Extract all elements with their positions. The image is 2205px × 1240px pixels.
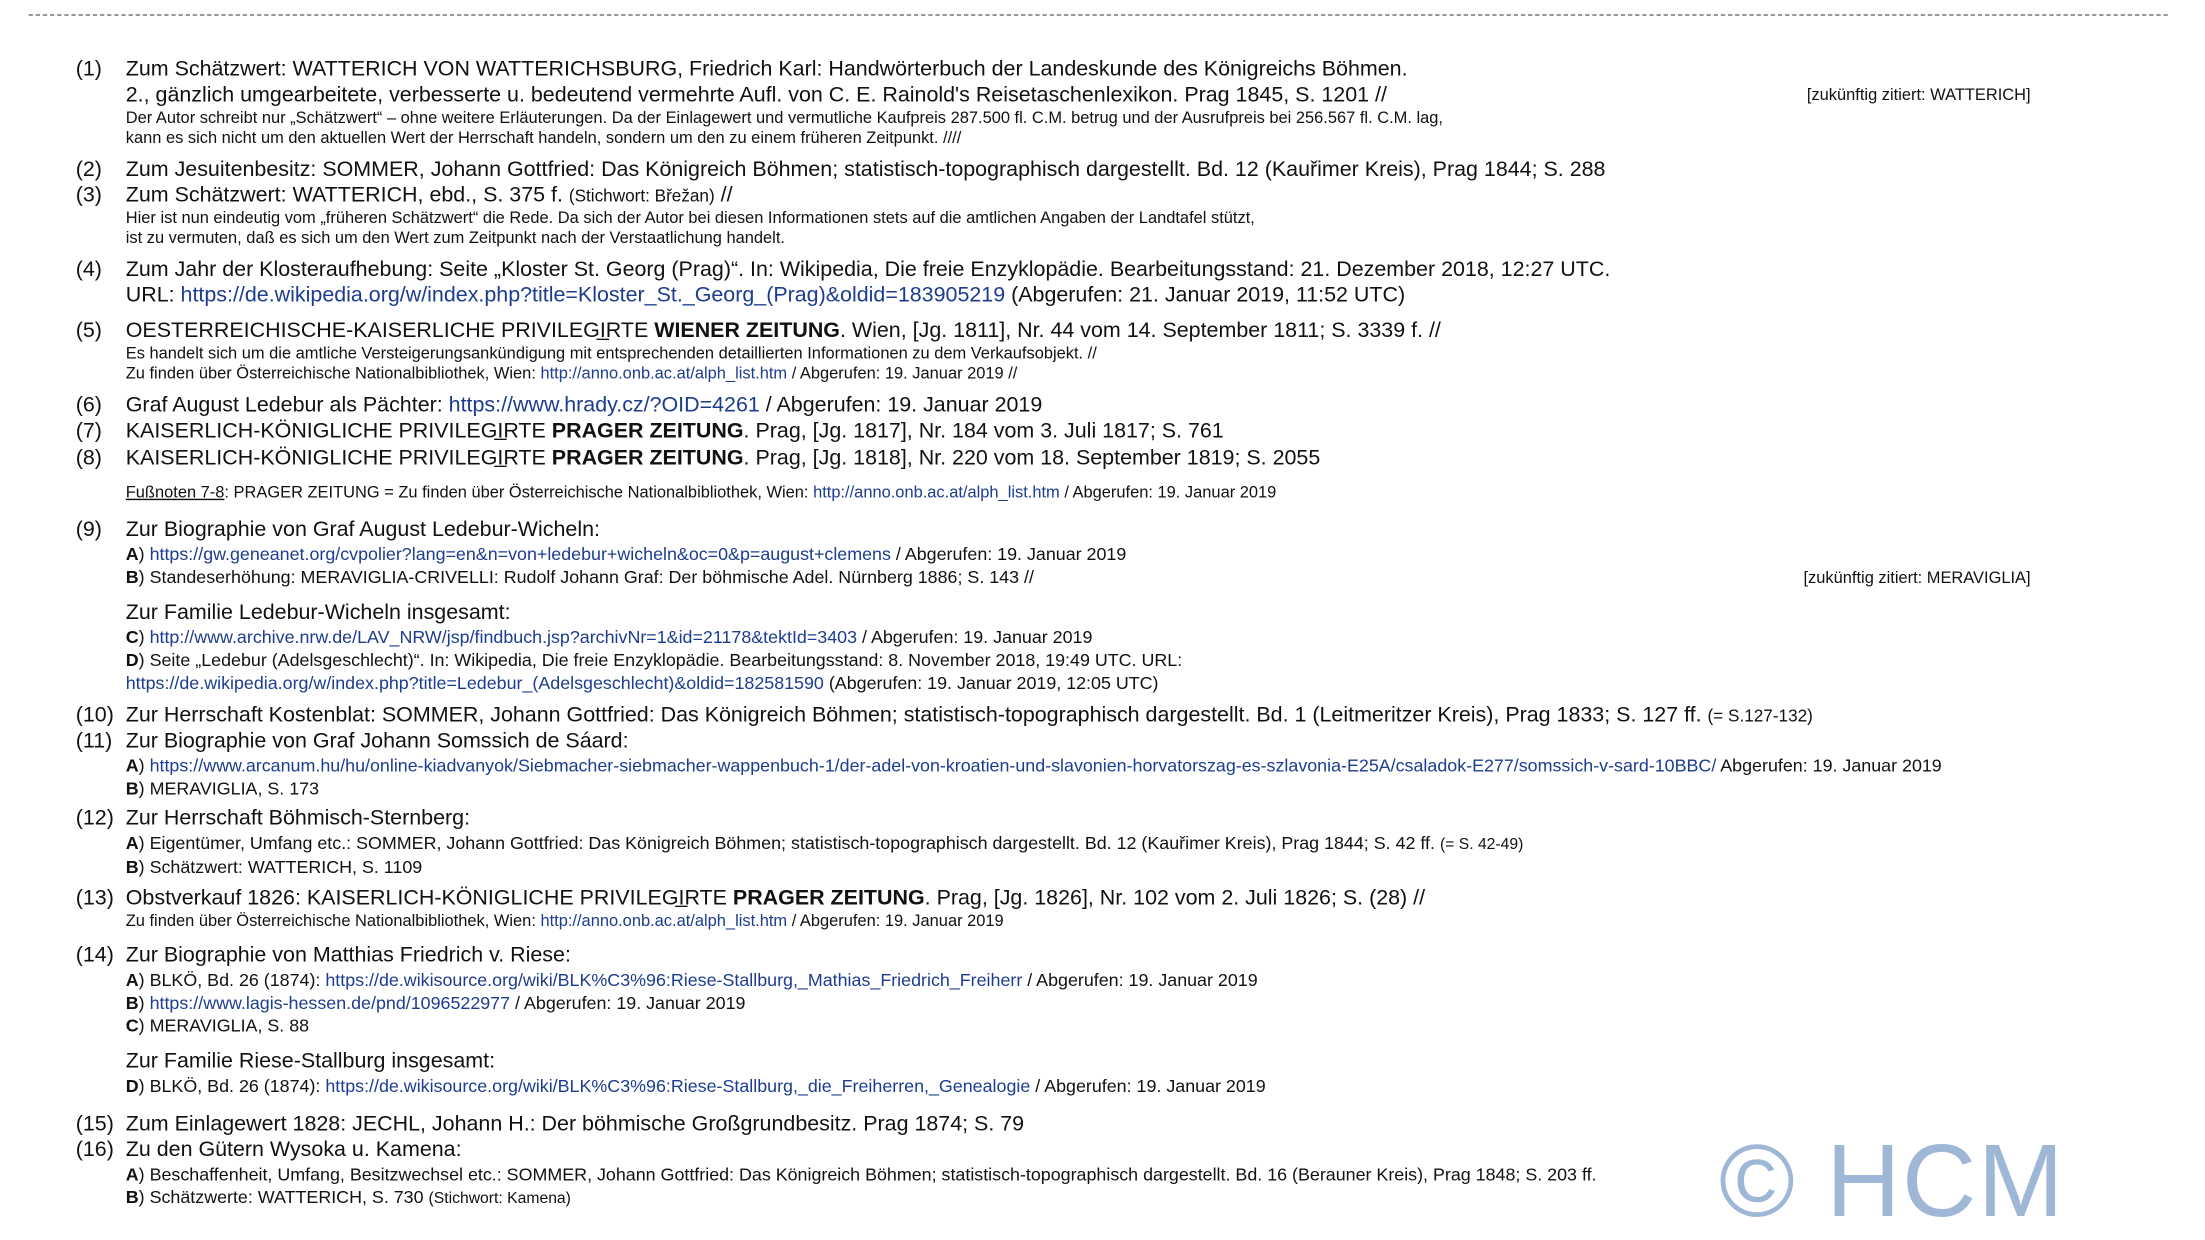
text-segment: / Abgerufen: 19. Januar 2019 — [1030, 1076, 1266, 1097]
url-link[interactable]: http://anno.onb.ac.at/alph_list.htm — [813, 484, 1060, 502]
text-segment: Abgerufen: 19. Januar 2019 — [1716, 755, 1942, 776]
sub-item-a: A) https://gw.geneanet.org/cvpolier?lang=en&n=von+ledebur+wicheln&oc=0&p=august+clemens / Abgerufen: 19. Januar 2019 — [125, 544, 1127, 565]
footnote-text: 2., gänzlich umgearbeitete, verbesserte u. bedeutend vermehrte Aufl. von C. E. Rainold's Reisetaschenlexikon. Prag 1845, S. 1201 // — [125, 82, 1387, 108]
footnote-number: (1) — [75, 57, 102, 82]
url-link[interactable]: https://de.wikipedia.org/w/index.php?title=Kloster_St._Georg_(Prag)&oldid=183905219 — [180, 282, 1006, 308]
footnote-1 — [76, 57, 2177, 148]
footnote-text: Zu den Gütern Wysoka u. Kamena: — [125, 1137, 462, 1162]
sub-item-d: D) BLKÖ, Bd. 26 (1874): https://de.wikisource.org/wiki/BLK%C3%96:Riese-Stallburg,_die_Freiherren,_Genealogie / Abgerufen: 19. Januar 2019 — [125, 1076, 1266, 1097]
footnote-text — [126, 393, 2177, 419]
sub-item-a: A) Beschaffenheit, Umfang, Besitzwechsel etc.: SOMMER, Johann Gottfried: Das Königreich Böhmen; statistisch-topographisch dargestellt. Bd. 16 (Berauner Kreis), Prag 1848; S. 203 ff. — [125, 1164, 1597, 1185]
newspaper-title: WIENER ZEITUNG — [654, 318, 840, 343]
text-segment: OESTERREICHISCHE-KAISERLICHE PRIVILEGI̲RTE — [125, 318, 655, 343]
page-range: (= S.127-132) — [1707, 705, 1813, 726]
citation-alias: [zukünftig zitiert: MERAVIGLIA] — [1803, 570, 2031, 588]
sub-item-b: B) Schätzwerte: WATTERICH, S. 730 (Stichwort: Kamena) — [125, 1187, 571, 1208]
footnote-number: (12) — [75, 805, 114, 831]
footnote-text: Zur Biographie von Graf August Ledebur-Wicheln: — [125, 517, 600, 542]
sub-item-key: A — [125, 970, 139, 991]
family-heading: Zur Familie Ledebur-Wicheln insgesamt: — [125, 600, 511, 625]
footnote-text: Zum Schätzwert: WATTERICH VON WATTERICHSBURG, Friedrich Karl: Handwörterbuch der Landeskunde des Königreichs Böhmen. — [125, 57, 1408, 82]
footnote-comment — [126, 912, 2177, 932]
text-segment: Graf August Ledebur als Pächter: — [125, 392, 449, 418]
footnote-comment — [126, 364, 2177, 384]
footnote-number: (8) — [75, 445, 102, 471]
url-link[interactable]: http://anno.onb.ac.at/alph_list.htm — [540, 913, 788, 931]
footnote-comment: kann es sich nicht um den aktuellen Wert der Herrschaft handeln, sondern um den zu einem früheren Zeitpunkt. //// — [125, 130, 962, 148]
text-segment: / Abgerufen: 19. Januar 2019 — [759, 392, 1043, 418]
footnote-9 — [76, 517, 2177, 694]
sub-item-key: B — [125, 778, 139, 799]
sub-item-key: C — [125, 1016, 139, 1037]
text-segment: Schätzwert: WATTERICH, S. 1109 — [144, 857, 423, 878]
copyright-watermark: © HCM — [1719, 1124, 2065, 1239]
sub-item-c: C) http://www.archive.nrw.de/LAV_NRW/jsp/findbuch.jsp?archivNr=1&id=21178&tektId=3403 / Abgerufen: 19. Januar 2019 — [125, 627, 1093, 648]
text-segment: KAISERLICH-KÖNIGLICHE PRIVILEGI̲RTE — [125, 445, 552, 471]
footnote-comment: Es handelt sich um die amtliche Versteigerungsankündigung mit entsprechenden detaillierten Informationen zu dem Verkaufsobjekt. // — [125, 345, 1097, 363]
text-segment: . Wien, [Jg. 1811], Nr. 44 vom 14. September 1811; S. 3339 f. // — [839, 318, 1441, 343]
newspaper-title: PRAGER ZEITUNG — [551, 418, 744, 443]
url-link[interactable]: https://www.arcanum.hu/hu/online-kiadvanyok/Siebmacher-siebmacher-wappenbuch-1/der-adel-von-kroatien-und-slavonien-horvatorszag-es-szlavonia-E25A/csaladok-E277/somssich-v-sard-10BBC/ — [149, 755, 1717, 776]
url-link[interactable]: https://de.wikisource.org/wiki/BLK%C3%96:Riese-Stallburg,_die_Freiherren,_Genealogie — [325, 1076, 1031, 1097]
url-link[interactable]: https://de.wikisource.org/wiki/BLK%C3%96:Riese-Stallburg,_Mathias_Friedrich_Freiherr — [325, 970, 1023, 991]
sub-item-key: B — [125, 993, 139, 1014]
footnote-text: Zur Biographie von Graf Johann Somssich de Sáard: — [125, 728, 629, 754]
text-segment: Zu finden über Österreichische Nationalbibliothek, Wien: — [125, 365, 541, 383]
footnote-text — [126, 886, 2177, 912]
footnote-comment — [126, 483, 2177, 503]
text-segment: Schätzwerte: WATTERICH, S. 730 — [144, 1187, 429, 1208]
footnote-number: (11) — [75, 728, 113, 754]
sub-item-key: B — [125, 857, 139, 878]
footnote-number: (15) — [75, 1111, 114, 1137]
footnote-7 — [76, 419, 2177, 445]
text-segment: Standeserhöhung: MERAVIGLIA-CRIVELLI: Rudolf Johann Graf: Der böhmische Adel. Nürnberg 1886; S. 143 // — [144, 567, 1034, 588]
sub-item-key: B — [125, 567, 139, 588]
family-heading: Zur Familie Riese-Stallburg insgesamt: — [125, 1048, 496, 1074]
footnote-4 — [76, 257, 2177, 308]
text-segment: // — [714, 182, 733, 208]
newspaper-title: PRAGER ZEITUNG — [551, 445, 744, 471]
footnote-number: (5) — [75, 318, 102, 343]
sub-item-key: A — [125, 755, 139, 776]
sub-item-a: A) Eigentümer, Umfang etc.: SOMMER, Johann Gottfried: Das Königreich Böhmen; statistisch-topographisch dargestellt. Bd. 12 (Kauřimer Kreis), Prag 1844; S. 42 ff. (= S. 42-49) — [125, 833, 1524, 854]
footnote-text — [126, 319, 2177, 345]
footnote-text — [126, 419, 2177, 445]
text-segment: (Abgerufen: 21. Januar 2019, 11:52 UTC) — [1005, 282, 1406, 308]
url-link[interactable]: https://www.lagis-hessen.de/pnd/1096522977 — [149, 993, 511, 1014]
text-segment: . Prag, [Jg. 1817], Nr. 184 vom 3. Juli 1817; S. 761 — [743, 418, 1224, 443]
text-segment: Zum Schätzwert: WATTERICH, ebd., S. 375 f. — [125, 182, 569, 208]
footnote-text: Zum Jahr der Klosteraufhebung: Seite „Kloster St. Georg (Prag)“. In: Wikipedia, Die freie Enzyklopädie. Bearbeitungsstand: 21. Dezember 2018, 12:27 UTC. — [125, 257, 1611, 282]
footnote-number: (13) — [75, 885, 114, 911]
footnote-text — [126, 183, 2177, 209]
text-segment: / Abgerufen: 19. Januar 2019 // — [787, 365, 1018, 383]
footnote-13 — [76, 886, 2177, 932]
text-segment: Obstverkauf 1826: KAISERLICH-KÖNIGLICHE PRIVILEGI̲RTE — [125, 885, 733, 911]
footnote-comment: Hier ist nun eindeutig vom „früheren Schätzwert“ die Rede. Da sich der Autor bei diesen Informationen stets auf die amtlichen Angaben der Landtafel stützt, — [125, 210, 1255, 228]
footnote-number: (10) — [75, 703, 114, 728]
text-segment: / Abgerufen: 19. Januar 2019 — [787, 913, 1004, 931]
footnote-text — [126, 703, 2177, 729]
sub-item-a: A) BLKÖ, Bd. 26 (1874): https://de.wikisource.org/wiki/BLK%C3%96:Riese-Stallburg,_Mathias_Friedrich_Freiherr / Abgerufen: 19. Januar 2019 — [125, 970, 1258, 991]
url-link[interactable]: https://www.hrady.cz/?OID=4261 — [448, 392, 760, 418]
url-link[interactable]: https://gw.geneanet.org/cvpolier?lang=en&n=von+ledebur+wicheln&oc=0&p=august+clemens — [149, 544, 891, 565]
footnote-comment: ist zu vermuten, daß es sich um den Wert zum Zeitpunkt nach der Verstaatlichung handelt. — [125, 230, 785, 248]
dashed-separator — [29, 14, 2168, 15]
sub-item-key: A — [125, 1164, 139, 1185]
text-segment: BLKÖ, Bd. 26 (1874): — [144, 1076, 326, 1097]
text-segment: / Abgerufen: 19. Januar 2019 — [1059, 484, 1277, 502]
footnote-text: Zur Biographie von Matthias Friedrich v. Riese: — [125, 943, 571, 968]
sub-item-key: D — [125, 650, 139, 671]
sub-item-b: B) Standeserhöhung: MERAVIGLIA-CRIVELLI: Rudolf Johann Graf: Der böhmische Adel. Nürnberg 1886; S. 143 // — [125, 567, 1034, 588]
footnote-number: (9) — [75, 517, 102, 542]
sub-item-key: B — [125, 1187, 139, 1208]
sub-item-key: A — [125, 544, 139, 565]
text-segment: Zur Herrschaft Kostenblat: SOMMER, Johann Gottfried: Das Königreich Böhmen; statistisch-topographisch dargestellt. Bd. 1 (Leitmeritzer Kreis), Prag 1833; S. 127 ff. — [125, 703, 1708, 728]
footnote-number: (14) — [75, 943, 114, 968]
footnote-text: Zum Einlagewert 1828: JECHL, Johann H.: Der böhmische Großgrundbesitz. Prag 1874; S. 79 — [125, 1111, 1025, 1137]
sub-item-d: D) Seite „Ledebur (Adelsgeschlecht)“. In: Wikipedia, Die freie Enzyklopädie. Bearbeitungsstand: 8. November 2018, 19:49 UTC. URL: — [125, 650, 1183, 671]
citation-alias: [zukünftig zitiert: WATTERICH] — [1806, 87, 2031, 105]
text-segment: URL: — [125, 282, 181, 308]
sub-item-b: B) MERAVIGLIA, S. 173 — [125, 778, 320, 799]
page-range: (= S. 42-49) — [1439, 835, 1524, 854]
text-segment: / Abgerufen: 19. Januar 2019 — [1022, 970, 1258, 991]
footnote-number: (4) — [75, 257, 102, 282]
sub-item-key: A — [125, 833, 139, 854]
footnote-2 — [76, 157, 2177, 183]
text-segment: MERAVIGLIA, S. 173 — [144, 778, 320, 799]
footnote-number: (7) — [75, 418, 102, 443]
text-segment: / Abgerufen: 19. Januar 2019 — [890, 544, 1127, 565]
footnote-text: Zum Jesuitenbesitz: SOMMER, Johann Gottfried: Das Königreich Böhmen; statistisch-topographisch dargestellt. Bd. 12 (Kauřimer Kreis), Prag 1844; S. 288 — [125, 157, 1606, 182]
footnote-6 — [76, 393, 2177, 419]
text-segment: (Abgerufen: 19. Januar 2019, 12:05 UTC) — [823, 673, 1159, 694]
text-segment: Zu finden über Österreichische Nationalbibliothek, Wien: — [125, 913, 541, 931]
text-segment: KAISERLICH-KÖNIGLICHE PRIVILEGI̲RTE — [125, 418, 552, 443]
text-segment: / Abgerufen: 19. Januar 2019 — [857, 627, 1093, 648]
footnote-number: (6) — [75, 392, 102, 418]
newspaper-title: PRAGER ZEITUNG — [732, 885, 925, 911]
text-segment: BLKÖ, Bd. 26 (1874): — [144, 970, 326, 991]
sub-item-key: C — [125, 627, 139, 648]
sub-item-key: D — [125, 1076, 139, 1097]
sub-item-b: B) https://www.lagis-hessen.de/pnd/1096522977 / Abgerufen: 19. Januar 2019 — [125, 993, 746, 1014]
footnote-comment: Der Autor schreibt nur „Schätzwert“ – ohne weitere Erläuterungen. Da der Einlagewert und vermutliche Kaufpreis 287.500 fl. C.M. betrug und der Ausrufpreis bei 256.567 fl. C.M. lag, — [125, 110, 1443, 128]
text-segment: Eigentümer, Umfang etc.: SOMMER, Johann Gottfried: Das Königreich Böhmen; statistisch-topographisch dargestellt. Bd. 12 (Kauřimer Kreis), Prag 1844; S. 42 ff. — [144, 833, 1440, 854]
sub-item-d-url — [126, 672, 2177, 695]
text-segment: : PRAGER ZEITUNG = Zu finden über Österreichische Nationalbibliothek, Wien: — [224, 484, 814, 502]
footnote-text — [126, 283, 2177, 309]
sub-item-a: A) https://www.arcanum.hu/hu/online-kiadvanyok/Siebmacher-siebmacher-wappenbuch-1/der-adel-von-kroatien-und-slavonien-horvatorszag-es-szlavonia-E25A/csaladok-E277/somssich-v-sard-10BBC/ Abgerufen: 19. Januar 2019 — [125, 755, 1942, 776]
url-link[interactable]: http://www.archive.nrw.de/LAV_NRW/jsp/findbuch.jsp?archivNr=1&id=21178&tektId=3403 — [149, 627, 858, 648]
footnote-10 — [76, 703, 2177, 729]
footnote-number: (2) — [75, 157, 102, 182]
footnote-5 — [76, 319, 2177, 385]
footnote-11 — [76, 729, 2177, 800]
footnote-number: (3) — [75, 182, 102, 208]
footnote-text: Zur Herrschaft Böhmisch-Sternberg: — [125, 805, 471, 831]
url-link[interactable]: https://de.wikipedia.org/w/index.php?title=Ledebur_(Adelsgeschlecht)&oldid=182581590 — [125, 673, 824, 694]
sub-item-c: C) MERAVIGLIA, S. 88 — [125, 1016, 310, 1037]
text-segment: Seite „Ledebur (Adelsgeschlecht)“. In: Wikipedia, Die freie Enzyklopädie. Bearbeitungsstand: 8. November 2018, 19:49 UTC. URL: — [144, 650, 1183, 671]
footnote-number: (16) — [75, 1137, 114, 1162]
url-link[interactable]: http://anno.onb.ac.at/alph_list.htm — [540, 365, 788, 383]
footnote-range-label: Fußnoten 7-8 — [125, 484, 225, 502]
text-segment: MERAVIGLIA, S. 88 — [144, 1016, 310, 1037]
keyword: (Stichwort: Kamena) — [428, 1190, 571, 1208]
text-segment: Beschaffenheit, Umfang, Besitzwechsel etc.: SOMMER, Johann Gottfried: Das Königreich Böhmen; statistisch-topographisch dargestellt. Bd. 16 (Berauner Kreis), Prag 1848; S. 203 ff. — [144, 1164, 1597, 1185]
text-segment: / Abgerufen: 19. Januar 2019 — [510, 993, 746, 1014]
text-segment: . Prag, [Jg. 1826], Nr. 102 vom 2. Juli 1826; S. (28) // — [924, 885, 1426, 911]
footnote-8 — [76, 446, 2177, 503]
footnote-12 — [76, 806, 2177, 879]
footnote-text — [126, 446, 2177, 472]
sub-item-b: B) Schätzwert: WATTERICH, S. 1109 — [125, 857, 423, 878]
footnote-3 — [76, 183, 2177, 249]
footnote-14 — [76, 943, 2177, 1097]
keyword: (Stichwort: Břežan) — [568, 185, 715, 206]
text-segment: . Prag, [Jg. 1818], Nr. 220 vom 18. September 1819; S. 2055 — [743, 445, 1321, 471]
